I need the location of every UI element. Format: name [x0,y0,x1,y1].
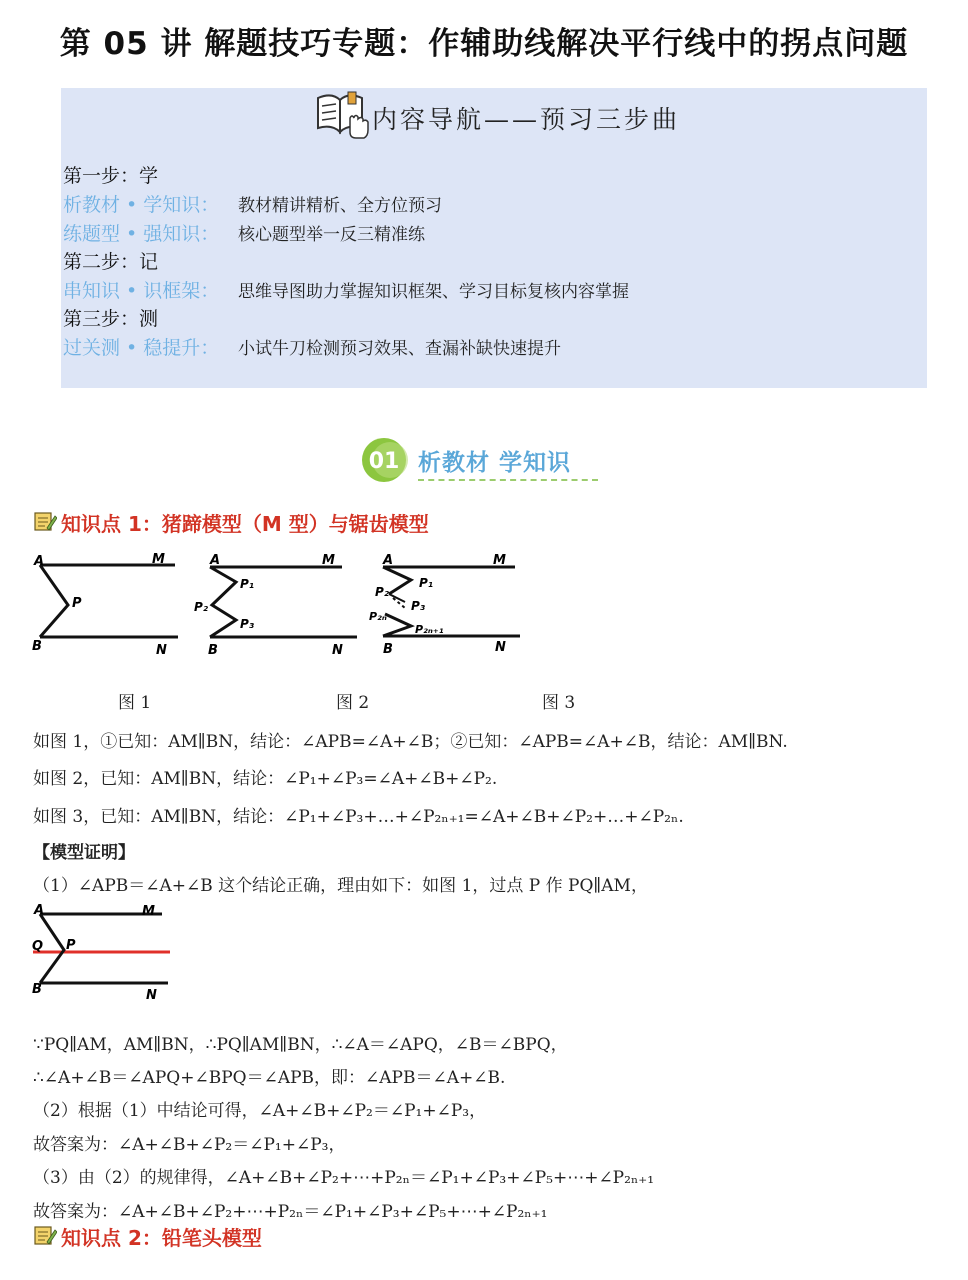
figure-3-diagram [365,550,525,660]
proof-step-3: ∴∠A+∠B＝∠APQ+∠BPQ＝∠APB，即：∠APB＝∠A+∠B. [33,1068,506,1088]
svg-text:P₂: P₂ [375,585,390,599]
knowledge-point-title: 知识点 2：铅笔头模型 [61,1226,262,1250]
proof-step-4: （2）根据（1）中结论可得，∠A+∠B+∠P₂＝∠P₁+∠P₃， [33,1101,487,1121]
nav-item-textbook [63,190,442,217]
figure-2-diagram [192,550,362,660]
proof-diagram [30,900,180,1005]
svg-text:P: P [66,938,76,953]
svg-text:N: N [146,988,157,1003]
nav-item-label: 练题型 • 强知识： [63,223,220,245]
page-title: 第 05 讲 解题技巧专题：作辅助线解决平行线中的拐点问题 [59,26,909,62]
svg-text:P₁: P₁ [240,577,255,591]
proof-step-6: （3）由（2）的规律得，∠A+∠B+∠P₂+⋯+P₂ₙ＝∠P₁+∠P₃+∠P₅+⋯+∠P₂ₙ₊₁ [33,1168,655,1188]
nav-item-desc: 小试牛刀检测预习效果、查漏补缺快速提升 [238,339,561,359]
svg-text:B: B [383,642,393,657]
svg-text:P₂: P₂ [194,600,209,614]
figure-3-caption: 图 3 [542,693,576,713]
proof-step-7: 故答案为：∠A+∠B+∠P₂+⋯+P₂ₙ＝∠P₁+∠P₃+∠P₅+⋯+∠P₂ₙ₊₁ [33,1202,548,1222]
knowledge-point-title: 知识点 1：猪蹄模型（M 型）与锯齿模型 [61,512,429,536]
svg-text:A: A [210,553,221,568]
svg-text:P₁: P₁ [419,576,434,590]
proof-step-2: ∵PQ∥AM，AM∥BN，∴PQ∥AM∥BN，∴∠A＝∠APQ，∠B＝∠BPQ， [33,1035,568,1055]
svg-text:P₂ₙ: P₂ₙ [369,610,387,623]
svg-text:N: N [495,640,506,655]
notebook-pencil-icon [33,1224,57,1246]
step-1: 第一步：学 [63,165,159,187]
svg-text:P: P [72,596,82,611]
svg-text:P₂ₙ₊₁: P₂ₙ₊₁ [415,623,444,636]
proof-step-5: 故答案为：∠A+∠B+∠P₂＝∠P₁+∠P₃， [33,1135,346,1155]
navigation-header [312,88,712,140]
svg-text:P₃: P₃ [240,617,255,631]
section-badge [360,437,412,483]
step-3: 第三步：测 [63,308,159,330]
nav-item-desc: 核心题型举一反三精准练 [238,225,425,245]
nav-item-label: 过关测 • 稳提升： [63,337,220,359]
svg-text:N: N [332,643,343,658]
svg-text:A: A [34,554,45,569]
svg-text:A: A [34,903,45,918]
svg-text:B: B [32,639,42,654]
svg-text:N: N [156,643,167,658]
nav-item-test [63,333,561,360]
svg-text:A: A [383,553,394,568]
nav-item-label: 析教材 • 学知识： [63,194,220,216]
notebook-pencil-icon [33,510,57,532]
svg-text:M: M [152,552,165,567]
section-number: 01 [368,449,400,474]
book-hand-icon [312,88,370,140]
nav-item-desc: 教材精讲精析、全方位预习 [238,196,442,216]
step-2: 第二步：记 [63,251,159,273]
proof-step-1: （1）∠APB＝∠A+∠B 这个结论正确，理由如下：如图 1，过点 P 作 PQ∥AM， [33,876,648,896]
conclusion-figure-3: 如图 3，已知：AM∥BN，结论：∠P₁+∠P₃+…+∠P₂ₙ₊₁=∠A+∠B+∠P₂+…+∠P₂ₙ. [33,807,684,827]
navigation-heading: 内容导航——预习三步曲 [372,105,681,134]
figure-1-caption: 图 1 [118,693,152,713]
svg-text:Q: Q [32,939,44,954]
proof-heading: 【模型证明】 [33,843,135,863]
nav-item-practice [63,219,425,246]
section-title: 析教材 学知识 [418,450,572,476]
svg-text:M: M [142,904,155,919]
svg-text:B: B [208,643,218,658]
svg-text:P₃: P₃ [411,599,426,613]
conclusion-figure-1: 如图 1，①已知：AM∥BN，结论：∠APB=∠A+∠B；②已知：∠APB=∠A+∠B，结论：AM∥BN. [33,732,788,752]
svg-text:M: M [493,553,506,568]
figure-1-diagram [30,550,185,660]
svg-text:M: M [322,553,335,568]
section-divider [418,479,598,481]
nav-item-label: 串知识 • 识框架： [63,280,220,302]
conclusion-figure-2: 如图 2，已知：AM∥BN，结论：∠P₁+∠P₃=∠A+∠B+∠P₂. [33,769,498,789]
svg-text:B: B [32,982,42,997]
nav-item-framework [63,276,629,303]
figure-2-caption: 图 2 [336,693,370,713]
nav-item-desc: 思维导图助力掌握知识框架、学习目标复核内容掌握 [238,282,629,302]
